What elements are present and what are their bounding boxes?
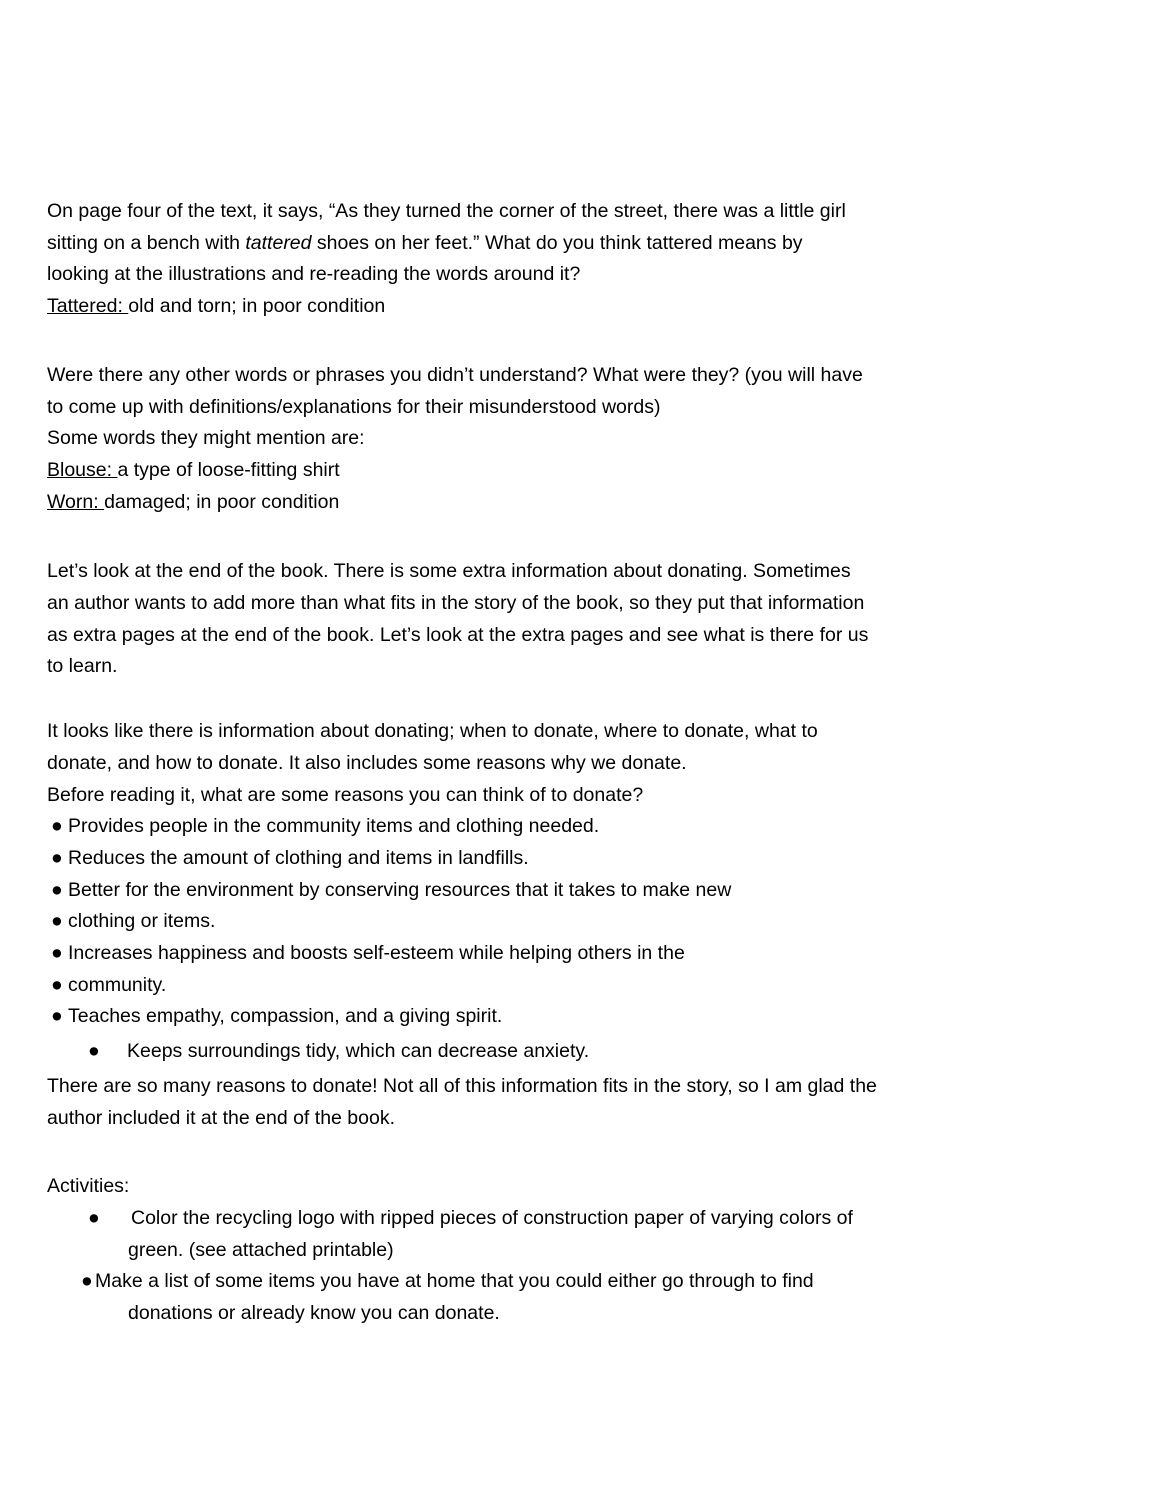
bullet-icon: ● bbox=[81, 1270, 93, 1293]
activity-item-continuation: donations or already know you can donate. bbox=[128, 1302, 500, 1325]
definition-worn bbox=[47, 487, 1119, 519]
list-item bbox=[47, 811, 1119, 843]
text-line: Before reading it, what are some reasons you can think of to donate? bbox=[47, 783, 644, 806]
list-item-text: Color the recycling logo with ripped pieces of construction paper of varying colors of bbox=[131, 1206, 853, 1229]
underlined-term: Worn: bbox=[47, 490, 105, 513]
bullet-icon: ● bbox=[51, 846, 63, 869]
text-line bbox=[47, 228, 1119, 260]
text-line: donate, and how to donate. It also includes some reasons why we donate. bbox=[47, 751, 687, 774]
text-run: shoes on her feet.” What do you think tattered means by bbox=[311, 231, 803, 254]
bullet-icon: ● bbox=[51, 1005, 63, 1028]
definition-blouse bbox=[47, 455, 1119, 487]
paragraph-so-many-reasons bbox=[47, 1071, 1119, 1134]
list-item bbox=[47, 1001, 1119, 1033]
text-line: Some words they might mention are: bbox=[47, 427, 365, 450]
bullet-icon: ● bbox=[88, 1206, 100, 1229]
text-line: It looks like there is information about donating; when to donate, where to donate, what to bbox=[47, 720, 818, 743]
bullet-icon: ● bbox=[51, 878, 63, 901]
bullet-icon: ● bbox=[51, 910, 63, 933]
text-run: sitting on a bench with bbox=[47, 231, 246, 254]
list-item-text: Teaches empathy, compassion, and a giving spirit. bbox=[68, 1005, 503, 1028]
list-item-text: Provides people in the community items and clothing needed. bbox=[68, 815, 600, 838]
list-item-text: community. bbox=[68, 973, 167, 996]
list-item bbox=[47, 970, 1119, 1002]
list-item bbox=[47, 906, 1119, 938]
list-item-text: Make a list of some items you have at home that you could either go through to find bbox=[95, 1270, 814, 1293]
underlined-term: Tattered: bbox=[47, 295, 129, 318]
underlined-term: Blouse: bbox=[47, 458, 118, 481]
list-item-text: Keeps surroundings tidy, which can decrease anxiety. bbox=[127, 1040, 590, 1063]
text-line: Let’s look at the end of the book. There is some extra information about donating. Sometimes bbox=[47, 560, 851, 583]
list-item bbox=[47, 843, 1119, 875]
list-item bbox=[47, 938, 1119, 970]
italic-word-tattered: tattered bbox=[245, 231, 312, 254]
list-item-text: Increases happiness and boosts self-esteem while helping others in the bbox=[68, 942, 685, 965]
sub-list-item bbox=[47, 1036, 1119, 1068]
activities-heading: Activities: bbox=[47, 1175, 130, 1198]
text-line: looking at the illustrations and re-reading the words around it? bbox=[47, 263, 581, 286]
reasons-bullet-list bbox=[47, 811, 1119, 1068]
text-line: There are so many reasons to donate! Not all of this information fits in the story, so I am glad the bbox=[47, 1074, 877, 1097]
activity-item bbox=[47, 1266, 1119, 1298]
text-line: to come up with definitions/explanations for their misunderstood words) bbox=[47, 395, 661, 418]
text-line: author included it at the end of the book. bbox=[47, 1106, 396, 1129]
activity-item-continuation: green. (see attached printable) bbox=[128, 1238, 394, 1261]
definition-text: a type of loose-fitting shirt bbox=[117, 458, 340, 481]
activity-item bbox=[47, 1203, 1119, 1235]
activities-section bbox=[47, 1171, 1119, 1330]
text-line: an author wants to add more than what fits in the story of the book, so they put that information bbox=[47, 592, 865, 615]
bullet-icon: ● bbox=[51, 815, 63, 838]
list-item bbox=[47, 875, 1119, 907]
bullet-icon: ● bbox=[51, 973, 63, 996]
definition-tattered bbox=[47, 291, 1119, 323]
paragraph-end-of-book bbox=[47, 556, 1119, 683]
text-line: On page four of the text, it says, “As they turned the corner of the street, there was a little girl bbox=[47, 200, 846, 222]
text-line: as extra pages at the end of the book. Let’s look at the extra pages and see what is there for us bbox=[47, 623, 869, 646]
definition-text: damaged; in poor condition bbox=[104, 490, 340, 513]
text-line: Were there any other words or phrases you didn’t understand? What were they? (you will have bbox=[47, 363, 863, 386]
bullet-icon: ● bbox=[88, 1040, 100, 1063]
bullet-icon: ● bbox=[51, 942, 63, 965]
list-item-text: Better for the environment by conserving resources that it takes to make new bbox=[68, 878, 732, 901]
paragraph-other-words bbox=[47, 360, 1119, 519]
paragraph-donating-info bbox=[47, 716, 1119, 811]
paragraph-tattered-question bbox=[47, 196, 1119, 323]
list-item-text: Reduces the amount of clothing and items in landfills. bbox=[68, 846, 529, 869]
list-item-text: clothing or items. bbox=[68, 910, 216, 933]
text-line: to learn. bbox=[47, 655, 118, 678]
definition-text: old and torn; in poor condition bbox=[128, 295, 386, 318]
